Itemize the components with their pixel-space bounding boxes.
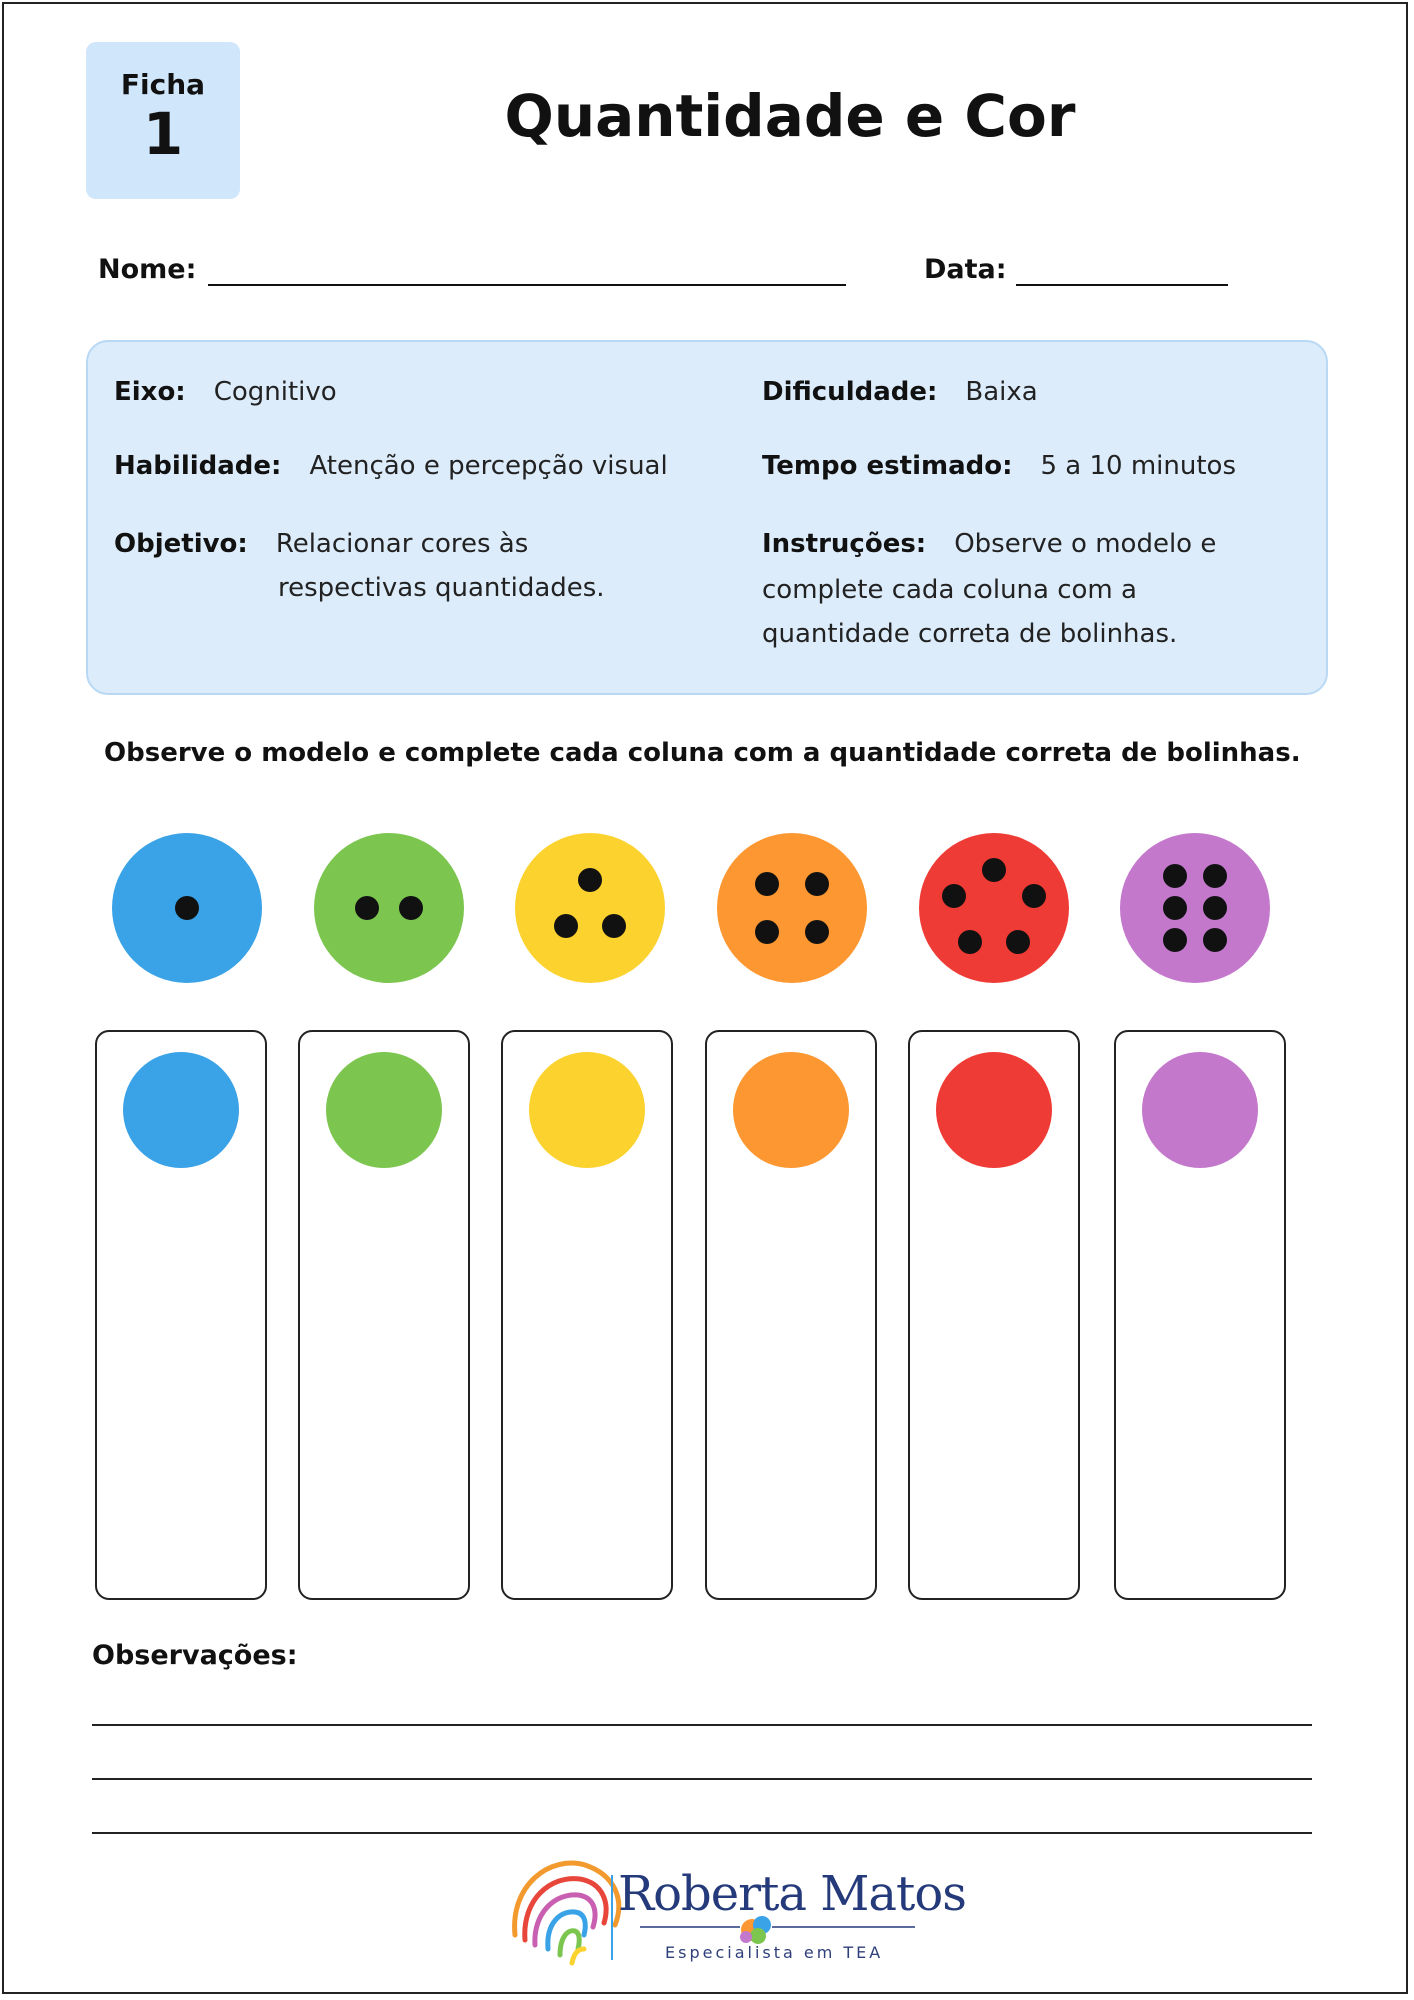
tempo-value: 5 a 10 minutos	[1040, 451, 1237, 481]
info-instrucoes	[762, 522, 1216, 566]
model-pip	[175, 896, 199, 920]
answer-column[interactable]	[298, 1030, 470, 1600]
observation-line[interactable]	[92, 1778, 1312, 1780]
model-pip	[399, 896, 423, 920]
date-label: Data:	[924, 254, 1007, 285]
activity-instruction: Observe o modelo e complete cada coluna com a quantidade correta de bolinhas.	[104, 738, 1301, 768]
model-pip	[1163, 928, 1187, 952]
habilidade-label: Habilidade:	[114, 451, 282, 481]
objetivo-label: Objetivo:	[114, 529, 248, 559]
model-pip	[958, 930, 982, 954]
model-pip	[1203, 896, 1227, 920]
instrucoes-value-2: complete cada coluna com a	[762, 575, 1137, 605]
tempo-label: Tempo estimado:	[762, 451, 1013, 481]
dificuldade-label: Dificuldade:	[762, 377, 938, 407]
logo-name: Roberta Matos	[618, 1866, 966, 1922]
model-pip	[1163, 864, 1187, 888]
answer-column[interactable]	[908, 1030, 1080, 1600]
model-pip	[1163, 896, 1187, 920]
badge-label: Ficha	[120, 68, 206, 101]
answer-column[interactable]	[1114, 1030, 1286, 1600]
answer-column[interactable]	[95, 1030, 267, 1600]
info-instrucoes-cont-2	[762, 612, 1177, 656]
model-pip	[1203, 864, 1227, 888]
model-pip	[1203, 928, 1227, 952]
instrucoes-value-3: quantidade correta de bolinhas.	[762, 619, 1178, 649]
column-color-dot	[326, 1052, 442, 1168]
habilidade-value: Atenção e percepção visual	[309, 451, 668, 481]
eixo-value: Cognitivo	[213, 377, 337, 407]
info-tempo	[762, 444, 1236, 488]
objetivo-value-2: respectivas quantidades.	[278, 573, 605, 603]
instrucoes-label: Instruções:	[762, 529, 927, 559]
column-color-dot	[529, 1052, 645, 1168]
model-pip	[554, 914, 578, 938]
column-color-dot	[936, 1052, 1052, 1168]
model-pip	[982, 858, 1006, 882]
logo-tagline: Especialista em TEA	[665, 1943, 884, 1962]
info-objetivo-cont	[278, 566, 605, 610]
model-pip	[942, 884, 966, 908]
model-pip	[805, 872, 829, 896]
fingerprint-icon	[515, 1863, 619, 1963]
model-pip	[1006, 930, 1030, 954]
eixo-label: Eixo:	[114, 377, 186, 407]
name-label: Nome:	[98, 254, 197, 285]
dificuldade-value: Baixa	[965, 377, 1038, 407]
answer-column[interactable]	[501, 1030, 673, 1600]
page-title: Quantidade e Cor	[504, 82, 1076, 150]
answer-column[interactable]	[705, 1030, 877, 1600]
observation-line[interactable]	[92, 1832, 1312, 1834]
info-habilidade	[114, 444, 668, 488]
info-objetivo	[114, 522, 528, 566]
model-pip	[602, 914, 626, 938]
model-circle	[919, 833, 1069, 983]
model-circle	[112, 833, 262, 983]
observation-line[interactable]	[92, 1724, 1312, 1726]
observations-label: Observações:	[92, 1640, 298, 1671]
column-color-dot	[123, 1052, 239, 1168]
model-pip	[805, 920, 829, 944]
info-eixo	[114, 370, 337, 414]
worksheet-badge	[86, 42, 240, 199]
info-dificuldade	[762, 370, 1038, 414]
model-pip	[355, 896, 379, 920]
model-pip	[1022, 884, 1046, 908]
model-pip	[578, 868, 602, 892]
date-line[interactable]	[1016, 284, 1228, 286]
model-circle	[515, 833, 665, 983]
badge-number: 1	[142, 100, 184, 168]
column-color-dot	[1142, 1052, 1258, 1168]
name-line[interactable]	[208, 284, 846, 286]
page-frame	[2, 2, 1408, 1994]
instrucoes-value-1: Observe o modelo e	[954, 529, 1217, 559]
info-instrucoes-cont-1	[762, 568, 1137, 612]
model-pip	[755, 872, 779, 896]
model-circle	[1120, 833, 1270, 983]
column-color-dot	[733, 1052, 849, 1168]
objetivo-value-1: Relacionar cores às	[275, 529, 529, 559]
model-circle	[717, 833, 867, 983]
model-circle	[314, 833, 464, 983]
model-pip	[755, 920, 779, 944]
